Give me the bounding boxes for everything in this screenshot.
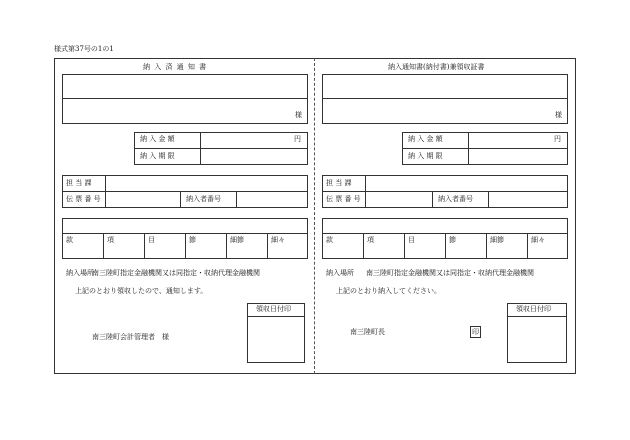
perforation-line bbox=[314, 58, 315, 374]
left-budget-col-kan: 款 bbox=[66, 236, 73, 244]
right-message: 上記のとおり納入してください。 bbox=[336, 287, 441, 295]
left-budget-col-setsu: 節 bbox=[189, 236, 196, 244]
left-amount-unit: 円 bbox=[294, 135, 301, 143]
right-name-suffix: 様 bbox=[555, 111, 562, 119]
left-budget-sep bbox=[226, 233, 227, 259]
right-stamp-label: 領収日付印 bbox=[516, 305, 551, 313]
left-place-text: 南三陸町指定金融機関又は同指定・収納代理金融機関 bbox=[92, 269, 260, 277]
right-name-divider bbox=[322, 98, 568, 99]
left-message: 上記のとおり領収したので、通知します。 bbox=[75, 287, 208, 295]
right-budget-col-saisai: 細々 bbox=[531, 236, 545, 244]
left-title: 納 入 済 通 知 書 bbox=[143, 63, 208, 71]
right-stamp-divider bbox=[507, 316, 567, 317]
right-budget-col-setsu: 節 bbox=[449, 236, 456, 244]
left-budget-sep bbox=[103, 233, 104, 259]
left-budget-sep bbox=[185, 233, 186, 259]
left-voucher-field[interactable] bbox=[106, 192, 180, 207]
right-voucher-field[interactable] bbox=[366, 192, 432, 207]
right-title: 納入通知書(納付書)兼領収証書 bbox=[388, 63, 485, 71]
left-deadline-label: 納 入 期 限 bbox=[140, 152, 175, 160]
left-budget-col-moku: 目 bbox=[148, 236, 155, 244]
left-deadline-field[interactable] bbox=[201, 149, 307, 164]
right-payer-field[interactable] bbox=[489, 192, 567, 207]
left-payer-label: 納入者番号 bbox=[186, 195, 221, 203]
right-budget-sep bbox=[404, 233, 405, 259]
right-amount-field[interactable] bbox=[469, 133, 567, 148]
left-voucher-label: 伝 票 番 号 bbox=[66, 195, 101, 203]
right-place-text: 南三陸町指定金融機関又は同指定・収納代理金融機関 bbox=[366, 269, 534, 277]
right-payer-label: 納入者番号 bbox=[438, 195, 473, 203]
left-name-divider bbox=[62, 98, 308, 99]
right-budget-sep bbox=[527, 233, 528, 259]
right-info-sep2 bbox=[432, 191, 433, 208]
right-budget-col-saisetsu: 細節 bbox=[490, 236, 504, 244]
right-signatory: 南三陸町長 bbox=[350, 328, 385, 336]
right-name-box[interactable] bbox=[322, 74, 568, 124]
right-dept-field[interactable] bbox=[366, 176, 567, 191]
right-amount-label: 納 入 金 額 bbox=[408, 135, 443, 143]
right-budget-col-kan: 款 bbox=[326, 236, 333, 244]
left-amount-field[interactable] bbox=[201, 133, 307, 148]
left-amount-label: 納 入 金 額 bbox=[140, 135, 175, 143]
left-stamp-label: 領収日付印 bbox=[256, 305, 291, 313]
left-dept-label: 担 当 課 bbox=[66, 179, 92, 187]
left-place-label: 納入場所 bbox=[66, 269, 94, 277]
right-budget-sep bbox=[445, 233, 446, 259]
right-voucher-label: 伝 票 番 号 bbox=[326, 195, 361, 203]
right-budget-col-moku: 目 bbox=[408, 236, 415, 244]
right-seal-mark: 印 bbox=[472, 328, 479, 336]
left-info-sep2 bbox=[180, 191, 181, 208]
left-budget-sep bbox=[144, 233, 145, 259]
left-name-suffix: 様 bbox=[295, 111, 302, 119]
left-name-box[interactable] bbox=[62, 74, 308, 124]
left-budget-col-kou: 項 bbox=[107, 236, 114, 244]
right-dept-label: 担 当 課 bbox=[326, 179, 352, 187]
left-budget-sep bbox=[267, 233, 268, 259]
right-budget-sep bbox=[363, 233, 364, 259]
form-code: 様式第37号の1の1 bbox=[54, 45, 114, 53]
right-deadline-field[interactable] bbox=[469, 149, 567, 164]
left-budget-col-saisetsu: 細節 bbox=[230, 236, 244, 244]
left-budget-col-saisai: 細々 bbox=[271, 236, 285, 244]
left-dept-field[interactable] bbox=[106, 176, 307, 191]
left-stamp-divider bbox=[247, 316, 305, 317]
right-budget-col-kou: 項 bbox=[367, 236, 374, 244]
right-deadline-label: 納 入 期 限 bbox=[408, 152, 443, 160]
left-payer-field[interactable] bbox=[237, 192, 307, 207]
right-place-label: 納入場所 bbox=[326, 269, 354, 277]
left-signatory: 南三陸町会計管理者 様 bbox=[92, 333, 169, 341]
right-budget-sep bbox=[486, 233, 487, 259]
right-amount-unit: 円 bbox=[554, 135, 561, 143]
